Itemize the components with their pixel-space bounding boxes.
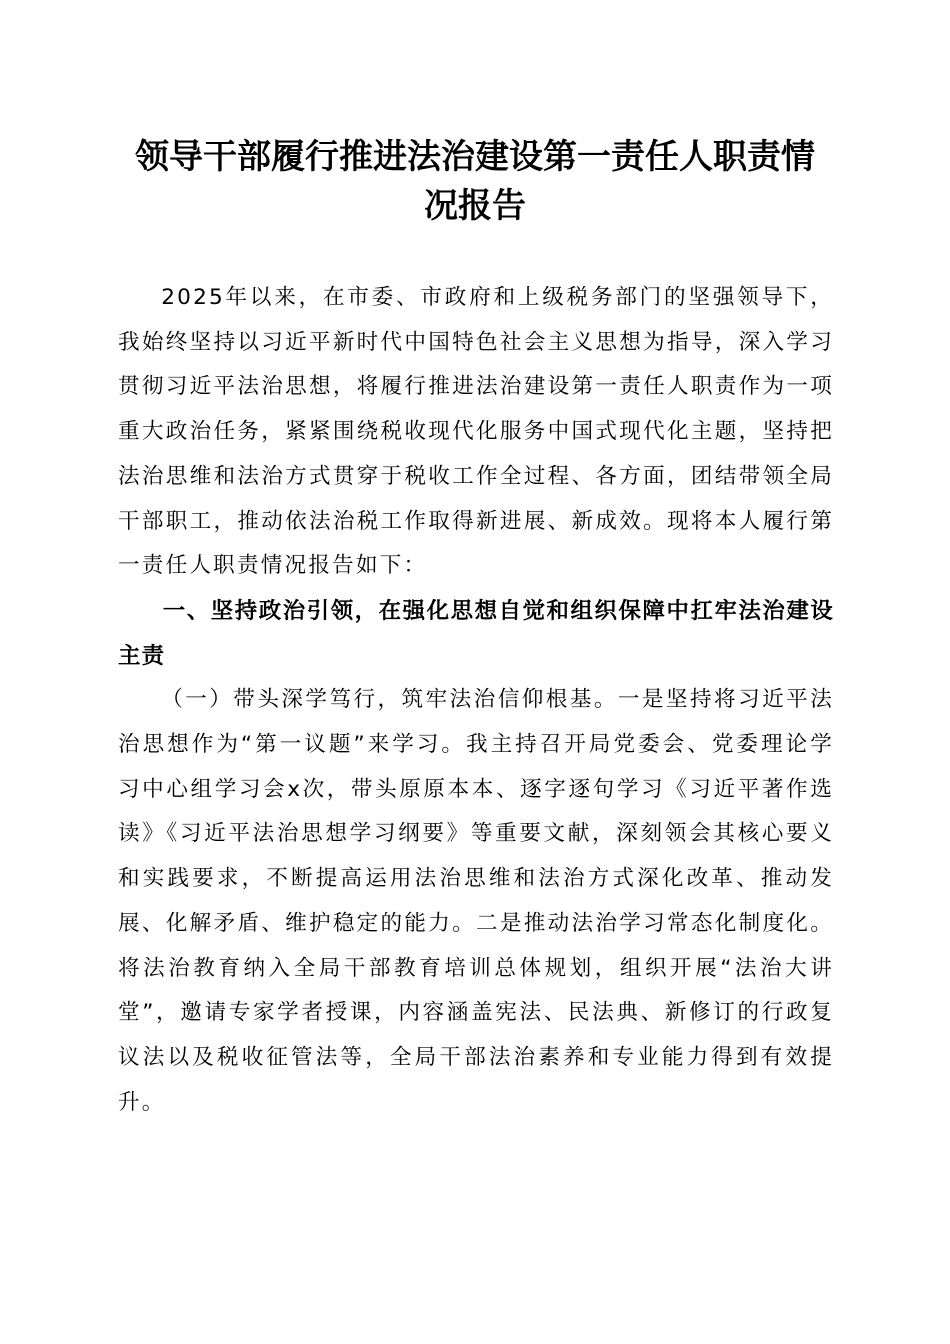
subsection-paragraph-1: （一）带头深学笃行，筑牢法治信仰根基。一是坚持将习近平法治思想作为“第一议题”来学习。我主持召开局党委会、党委理论学习中心组学习会x次，带头原原本本、逐字逐句学习《习近平著作选读》《习近平法治思想学习纲要》等重要文献，深刻领会其核心要义和实践要求，不断提高运用法治思维和法治方式深化改革、推动发展、化解矛盾、维护稳定的能力。二是推动法治学习常态化制度化。将法治教育纳入全局干部教育培训总体规划，组织开展“法治大讲堂”，邀请专家学者授课，内容涵盖宪法、民法典、新修订的行政复议法以及税收征管法等，全局干部法治素养和专业能力得到有效提升。 <box>118 687 834 1115</box>
document-body <box>118 276 834 1125</box>
document-title <box>0 133 950 231</box>
title-line-1: 领导干部履行推进法治建设第一责任人职责情 <box>135 137 815 177</box>
title-line-2: 况报告 <box>424 186 526 226</box>
section-heading-1: 一、坚持政治引领，在强化思想自觉和组织保障中扛牢法治建设主责 <box>118 597 834 669</box>
intro-paragraph: 2025年以来，在市委、市政府和上级税务部门的坚强领导下，我始终坚持以习近平新时代中国特色社会主义思想为指导，深入学习贯彻习近平法治思想，将履行推进法治建设第一责任人职责作为一项重大政治任务，紧紧围绕税收现代化服务中国式现代化主题，坚持把法治思维和法治方式贯穿于税收工作全过程、各方面，团结带领全局干部职工，推动依法治税工作取得新进展、新成效。现将本人履行第一责任人职责情况报告如下： <box>118 285 834 579</box>
